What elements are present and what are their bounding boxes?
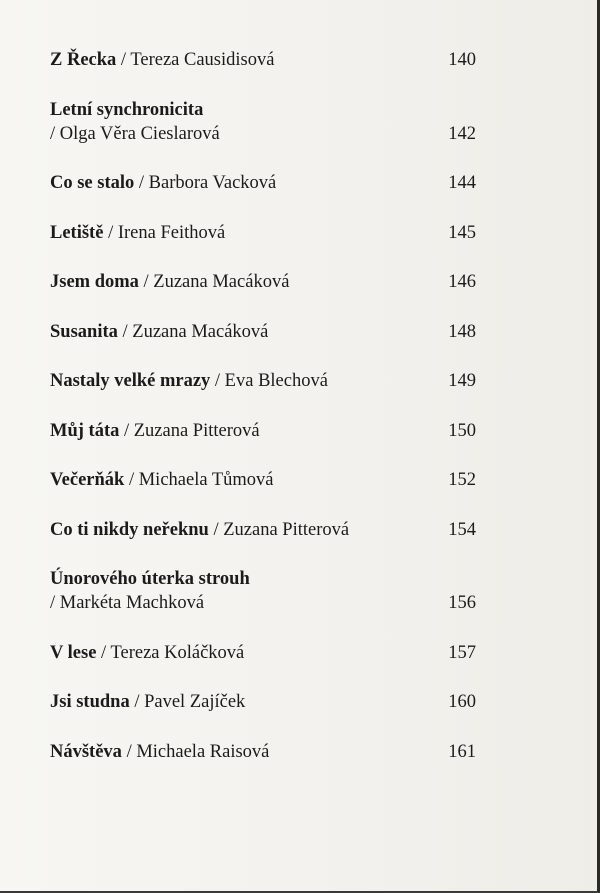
- entry-page-number: 140: [448, 50, 476, 70]
- entry-title: V lese: [50, 642, 97, 663]
- entry-title: Susanita: [50, 321, 118, 342]
- entry-page-number: 160: [448, 692, 476, 712]
- toc-entry: [50, 740, 476, 764]
- toc-entry: [50, 419, 476, 443]
- entry-title: Jsi studna: [50, 692, 130, 712]
- entry-author: / Olga Věra Cieslarová: [50, 123, 220, 144]
- entry-author: / Michaela Tůmová: [128, 470, 274, 490]
- toc-entry: [50, 320, 476, 344]
- entry-author: / Zuzana Macáková: [143, 272, 290, 292]
- entry-author: / Markéta Machková: [50, 593, 205, 613]
- entry-author: / Eva Blechová: [214, 371, 328, 391]
- entry-page-number: 152: [448, 470, 476, 490]
- entry-page-number: 146: [448, 272, 476, 292]
- entry-page-number: 149: [448, 371, 476, 391]
- entry-author: / Tereza Causidisová: [120, 50, 275, 70]
- toc-entry: [50, 369, 476, 393]
- toc-entry: [50, 690, 476, 714]
- toc-entry: [50, 98, 476, 146]
- entry-page-number: 161: [448, 741, 476, 762]
- entry-author: / Tereza Koláčková: [101, 642, 245, 663]
- entry-title: Letní synchronicita: [50, 99, 204, 120]
- entry-author: / Zuzana Pitterová: [123, 420, 260, 441]
- entry-title: Večerňák: [50, 470, 125, 490]
- entry-page-number: 150: [448, 420, 476, 441]
- toc-entry: [50, 48, 476, 72]
- toc-entry: [50, 221, 476, 245]
- entry-author: / Pavel Zajíček: [134, 692, 246, 712]
- entry-title: Co ti nikdy neřeknu: [50, 519, 209, 540]
- entry-author: / Zuzana Macáková: [122, 321, 269, 342]
- entry-page-number: 157: [448, 642, 476, 663]
- entry-title: Návštěva: [50, 741, 122, 762]
- toc-entry: [50, 468, 476, 492]
- entry-page-number: 154: [448, 519, 476, 540]
- entry-title: Letiště: [50, 222, 104, 243]
- entry-title: Můj táta: [50, 420, 120, 441]
- entry-title: Co se stalo: [50, 173, 135, 193]
- toc-entry: [50, 518, 476, 542]
- entry-page-number: 148: [448, 321, 476, 342]
- toc-entry: [50, 567, 476, 615]
- entry-author: / Barbora Vacková: [138, 173, 277, 193]
- entry-title: Jsem doma: [50, 272, 139, 292]
- entry-page-number: 156: [448, 593, 476, 613]
- toc-entry: [50, 270, 476, 294]
- entry-page-number: 145: [448, 222, 476, 243]
- toc-entry: [50, 641, 476, 665]
- entry-page-number: 144: [448, 173, 476, 193]
- toc-entry: [50, 171, 476, 195]
- entry-page-number: 142: [448, 123, 476, 144]
- entry-title: Z Řecka: [50, 50, 117, 70]
- entry-author: / Michaela Raisová: [126, 741, 270, 762]
- entry-author: / Zuzana Pitterová: [213, 519, 350, 540]
- table-of-contents: [50, 48, 476, 789]
- entry-title: Únorového úterka strouh: [50, 569, 250, 589]
- entry-title: Nastaly velké mrazy: [50, 371, 211, 391]
- entry-author: / Irena Feithová: [108, 222, 226, 243]
